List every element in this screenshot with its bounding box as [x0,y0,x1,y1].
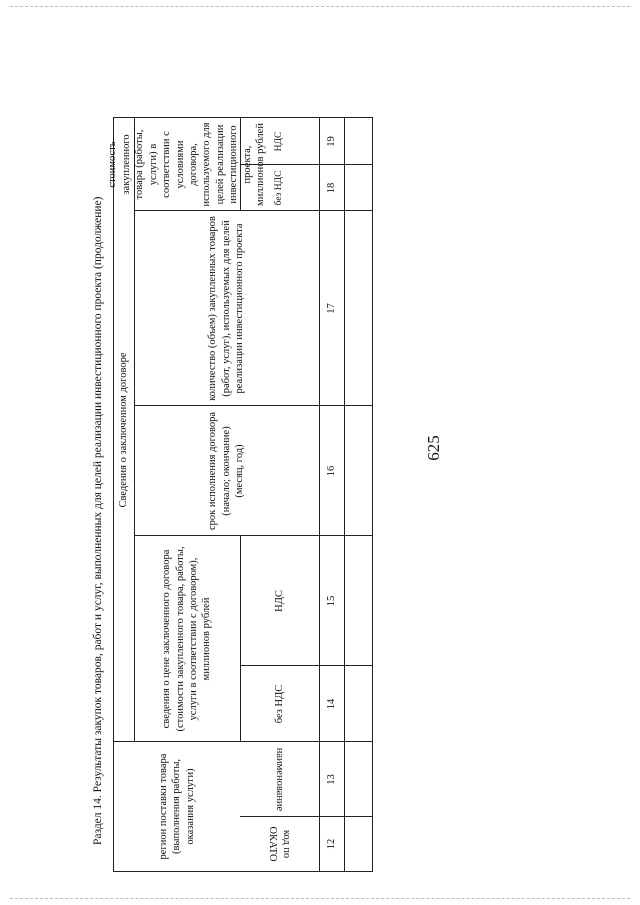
header-contract-group: Сведения о заключенном договоре [118,352,130,508]
header-region: регион поставки товара (выполнения работы, оказания услуги) [157,753,196,860]
header-term: срок исполнения договора (начало; окончание) (месяц, год) [207,411,246,531]
header-without-vat-2: без НДС [274,170,285,206]
empty-data-row [344,118,372,871]
section-caption: Раздел 14. Результаты закупок товаров, работ и услуг, выполненных для целей реализации инвестиционного проекта (продолжение) [92,196,104,845]
header-cost-info: стоимость закупленного товара (работы, услуги) в соответствии с условиями договора, используемого для целей реализации инвестиционного проекта, миллионов рублей [107,122,267,207]
header-price-info: сведения о цене заключенного договора (стоимости закупленного товара, работы, услуги в соответствии с договором), миллионов рублей [161,546,213,732]
column-number: 18 [325,182,337,194]
column-number: 15 [325,595,337,607]
header-quantity: количество (объем) закупленных товаров (работ, услуг), используемых для целей реализации инвестиционного проекта [207,216,246,401]
header-without-vat: без НДС [273,684,285,724]
header-vat-2: НДС [274,131,285,152]
header-name: наименование [274,747,286,812]
header-vat: НДС [273,590,285,612]
scan-edge [10,898,630,899]
column-number: 17 [325,303,337,314]
column-number: 14 [325,698,337,710]
header-okato-code: код по ОКАТО [267,826,292,862]
column-number: 12 [325,838,337,850]
column-number: 13 [325,774,337,785]
page-number: 625 [424,435,443,461]
data-table [107,117,373,872]
column-number: 19 [325,136,337,147]
column-number: 16 [325,465,337,477]
scan-edge [10,6,630,7]
